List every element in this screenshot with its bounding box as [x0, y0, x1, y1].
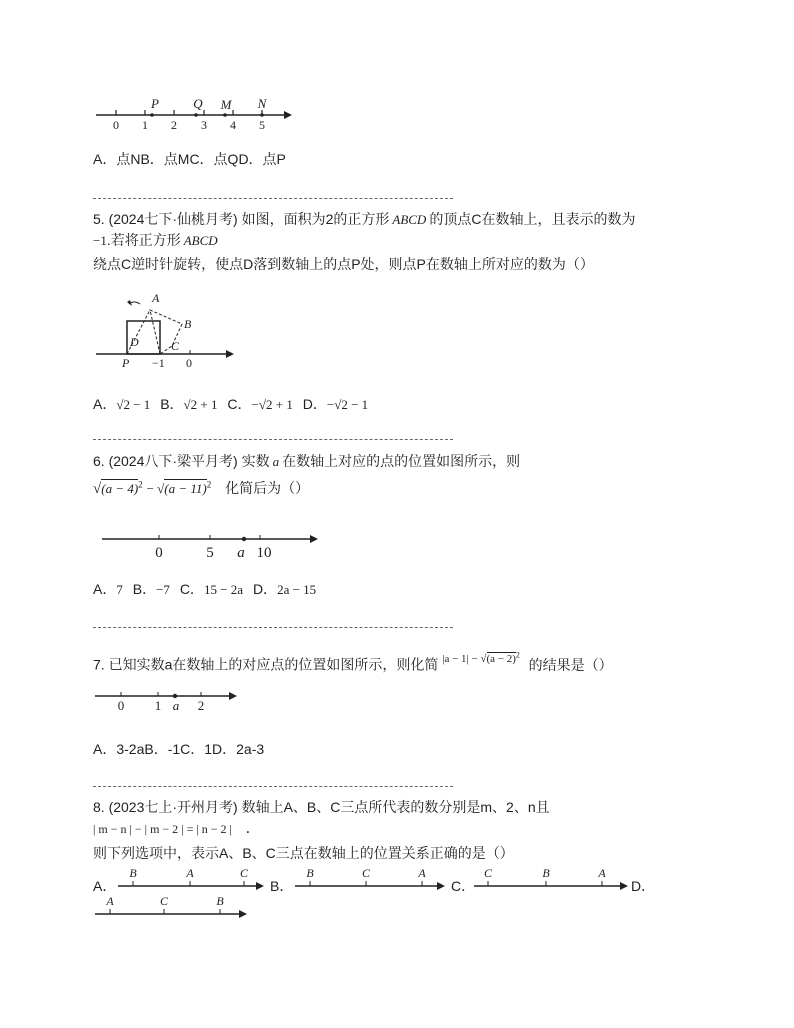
q4-tick-4: 4	[230, 118, 236, 132]
q5-stem-part: .若将正方形	[106, 232, 181, 248]
q7-options: A．3-2aB．-1C．1D．2a-3	[93, 741, 265, 757]
q8-d-point-3: B	[216, 894, 224, 908]
q5-stem-line3: 绕点C逆时针旋转，使点D落到数轴上的点P处，则点P在数轴上所对应的数为（）	[93, 256, 594, 272]
q6-option-c[interactable]: C．15 − 2a	[179, 581, 244, 597]
q4-point-N: N	[257, 96, 267, 111]
q4-point-P: P	[151, 96, 159, 111]
q8-a-point-3: C	[239, 866, 249, 880]
q5-option-d[interactable]: D．−√2 − 1	[302, 396, 369, 412]
q6-options	[93, 580, 316, 599]
q8-option-b-label[interactable]: B．	[270, 878, 294, 894]
q7-stem: 7. 已知实数a在数轴上的对应点的位置如图所示，则化简 $^{|a - 1| - √(a - 2)^2}$ 的结果是（）	[93, 650, 613, 673]
q8-c-point-1: C	[483, 866, 493, 880]
q6-stem-line1: 6. (2024八下·梁平月考) 实数 a 在数轴上对应的点的位置如图所示，则	[93, 453, 521, 469]
q6-point-a: a	[237, 545, 245, 560]
q8-stem-line1: 8. (2023七上·开州月考) 数轴上A、B、C三点所代表的数分别是m、2、n且	[93, 799, 550, 815]
q5-option-c[interactable]: C．−√2 + 1	[227, 396, 293, 412]
q8-d-point-1: A	[106, 894, 114, 908]
q5-option-a[interactable]: A．√2 − 1	[93, 396, 151, 412]
q6-option-b[interactable]: B．−7	[132, 581, 170, 597]
q7-tick-2: 2	[197, 698, 205, 713]
q4-number-line	[94, 96, 294, 132]
q8-c-point-2: B	[542, 866, 550, 880]
q4-tick-1: 1	[142, 118, 148, 132]
q8-option-b-line[interactable]	[293, 865, 449, 895]
q7-number-line	[93, 686, 243, 714]
q5-label-A: A	[152, 291, 160, 305]
q8-b-point-3: A	[418, 866, 426, 880]
q5-neg1: −1	[93, 233, 107, 248]
separator	[93, 439, 453, 440]
q5-label-B: B	[184, 317, 192, 331]
q8-stem-line2: 则下列选项中，表示A、B、C三点在数轴上的位置关系正确的是（）	[93, 845, 514, 861]
q4-point-M: M	[220, 97, 232, 112]
q5-abcd: ABCD	[183, 233, 218, 248]
q7-tick-0: 0	[117, 698, 125, 713]
q7-tick-1: 1	[154, 698, 162, 713]
q7-expression: |a − 1| − √(a − 2)2	[442, 650, 520, 665]
q5-stem-part: 5. (2024七下·仙桃月考) 如图，面积为2的正方形	[93, 211, 390, 227]
q7-point-a: a	[172, 698, 180, 713]
q8-option-a-line[interactable]	[116, 865, 268, 895]
q5-stem-line1	[93, 210, 635, 229]
separator	[93, 627, 453, 628]
q6-tick-10: 10	[256, 545, 272, 560]
q5-label-C: C	[171, 339, 180, 353]
q8-c-point-3: A	[598, 866, 606, 880]
q5-label-0: 0	[186, 356, 192, 370]
q5-option-b[interactable]: B．√2 + 1	[160, 396, 218, 412]
q8-option-a-label[interactable]: A．	[93, 878, 117, 894]
q8-option-c-line[interactable]	[472, 865, 632, 895]
separator	[93, 198, 453, 199]
q4-point-Q: Q	[193, 96, 203, 111]
q8-b-point-2: C	[361, 866, 371, 880]
q8-a-point-1: B	[129, 866, 137, 880]
q4-tick-3: 3	[201, 118, 207, 132]
q6-tick-0: 0	[155, 545, 163, 560]
q8-option-d-line[interactable]	[93, 893, 253, 923]
q8-option-c-label[interactable]: C．	[451, 878, 476, 894]
q5-label-neg1: −1	[152, 356, 165, 370]
separator	[93, 786, 453, 787]
q4-tick-0: 0	[113, 118, 119, 132]
q6-stem-tail: 化简后为（）	[225, 480, 310, 496]
q8-b-point-1: B	[306, 866, 314, 880]
q5-label-D: D	[130, 335, 139, 349]
q6-tick-5: 5	[206, 545, 214, 560]
q5-stem-part: 的顶点C在数轴上，且表示的数为	[429, 211, 636, 227]
q4-tick-2: 2	[171, 118, 177, 132]
q5-options	[93, 395, 368, 414]
q8-condition: | m − n | − | m − 2 | = | n − 2 | .	[93, 820, 250, 837]
q4-tick-5: 5	[259, 118, 265, 132]
q4-options: A．点NB．点MC．点QD．点P	[93, 151, 286, 167]
q6-option-d[interactable]: D．2a − 15	[252, 581, 317, 597]
q5-figure	[94, 290, 239, 370]
q8-d-point-2: C	[159, 894, 169, 908]
q5-stem-line2	[93, 231, 218, 250]
q8-option-d-label[interactable]: D．	[631, 878, 656, 894]
q6-option-a[interactable]: A．7	[93, 581, 123, 597]
q6-number-line	[100, 528, 325, 560]
q8-a-point-2: A	[186, 866, 194, 880]
q5-label-P: P	[122, 356, 130, 370]
q6-expression: $√(a - 4)^2 - √(a - 11)^2$ 化简后为（）	[93, 479, 310, 497]
q6-var: a	[272, 454, 280, 469]
q5-abcd: ABCD	[392, 212, 427, 227]
